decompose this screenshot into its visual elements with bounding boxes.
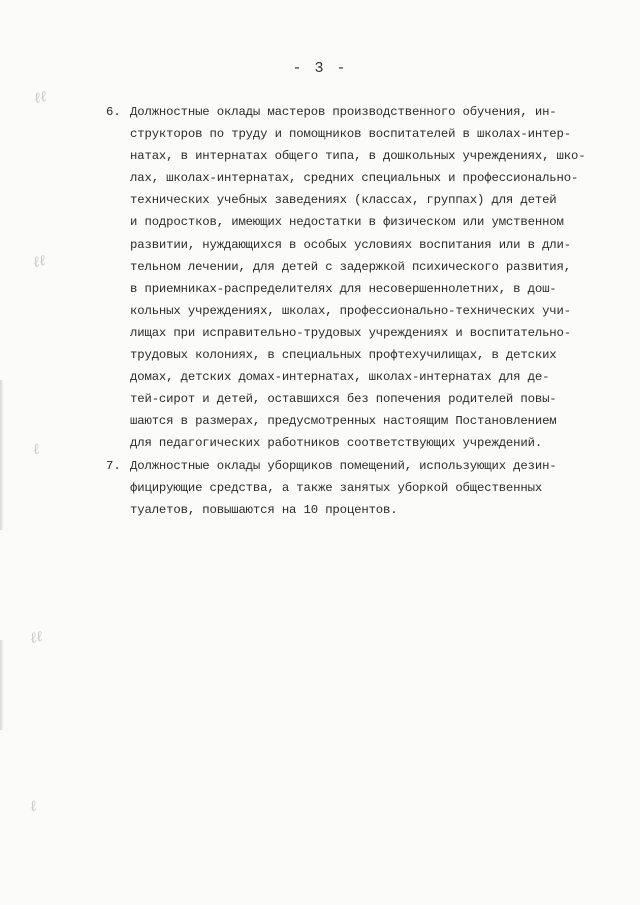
text-line: развитии, нуждающихся в особых условиях воспитания или в дли- [130, 237, 571, 252]
text-line: трудовых колониях, в специальных профтехучилищах, в детских [130, 348, 557, 363]
numbered-items [106, 101, 616, 521]
page-number: - 3 - [292, 60, 348, 77]
text-line: в приемниках-распределителях для несовершеннолетних, в дош- [130, 281, 557, 296]
page-edge-smudge [0, 380, 4, 530]
margin-pencil-mark: ℓℓ [28, 626, 45, 648]
text-line: тельном лечении, для детей с задержкой психического развития, [130, 259, 571, 274]
text-line: Должностные оклады уборщиков помещений, использующих дезин- [130, 458, 557, 473]
text-line: кольных учреждениях, школах, профессионально-технических учи- [130, 303, 571, 318]
item-number: 6. [106, 105, 121, 119]
text-line: лищах при исправительно-трудовых учреждениях и воспитательно- [130, 325, 571, 340]
text-line: лах, школах-интернатах, средних специальных и профессионально- [130, 171, 579, 186]
margin-pencil-mark: ℓ [28, 796, 38, 816]
text-line: фицирующие средства, а также занятых уборкой общественных [130, 480, 543, 495]
list-item [106, 101, 616, 455]
text-line: технических учебных заведениях (классах, группах) для детей [130, 193, 557, 208]
text-line: домах, детских домах-интернатах, школах-интернатах для де- [130, 370, 550, 385]
margin-pencil-mark: ℓℓ [32, 86, 49, 108]
text-line: для педагогических работников соответствующих учреждений. [130, 436, 543, 451]
text-line: тей-сирот и детей, оставшихся без попечения родителей повы- [130, 392, 557, 407]
text-line: структоров по труду и помощников воспитателей в школах-интер- [130, 127, 571, 142]
item-number: 7. [106, 458, 121, 473]
text-line: шаются в размерах, предусмотренных настоящим Постановлением [130, 414, 557, 429]
margin-pencil-mark: ℓℓ [31, 250, 48, 272]
item-text [130, 455, 616, 521]
margin-pencil-mark: ℓ [31, 439, 41, 459]
list-item [106, 455, 616, 521]
text-line: туалетов, повышаются на 10 процентов. [130, 502, 398, 517]
text-line: и подростков, имеющих недостатки в физическом или умственном [130, 215, 564, 230]
text-line: натах, в интернатах общего типа, в дошкольных учреждениях, шко- [130, 149, 586, 164]
item-text [130, 101, 616, 455]
page-edge-smudge [0, 640, 4, 730]
text-line: Должностные оклады мастеров производственного обучения, ин- [130, 105, 557, 119]
